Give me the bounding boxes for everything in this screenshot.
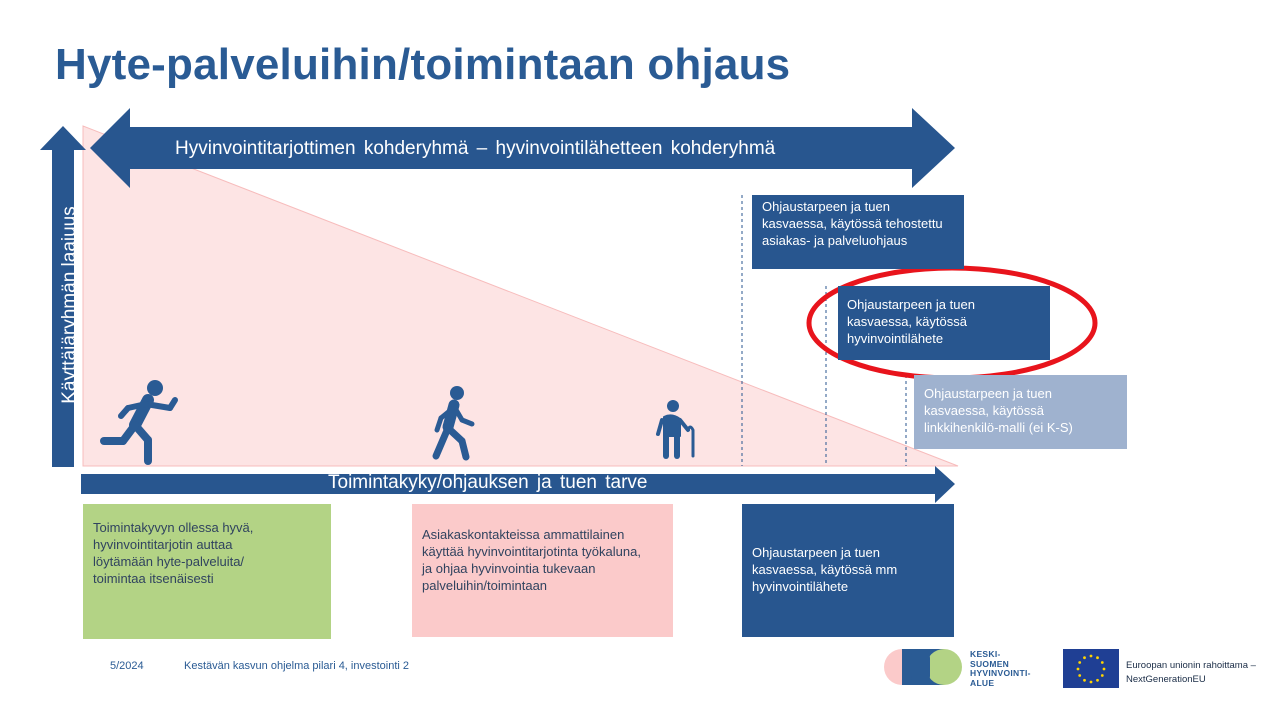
eu-flag-icon: [1063, 649, 1119, 688]
page-title: Hyte-palveluihin/toimintaan ohjaus: [55, 40, 791, 89]
bottom-arrow-label: Toimintakyky/ohjauksen ja tuen tarve: [328, 472, 648, 493]
eu-funding-text: [1126, 659, 1256, 687]
panel-green-text: Toimintakyvyn ollessa hyvä, hyvinvointitarjotin auttaa löytämään hyte-palveluita/ toimintaa itsenäisesti: [93, 520, 254, 586]
top-arrow-label: Hyvinvointitarjottimen kohderyhmä – hyvinvointilähetteen kohderyhmä: [175, 138, 776, 159]
panel-blue-text: Ohjaustarpeen ja tuen kasvaessa, käytössä mm hyvinvointilähete: [752, 545, 898, 594]
footer-date: 5/2024: [110, 660, 144, 672]
org-line-1: KESKI-: [970, 649, 1001, 659]
org-line-3: HYVINVOINTI-: [970, 668, 1031, 678]
panel-ammattilainen: [412, 504, 673, 637]
box-tehostettu-ohjaus: Ohjaustarpeen ja tuen kasvaessa, käytössä tehostettu asiakas- ja palveluohjaus: [752, 195, 964, 269]
org-line-2: SUOMEN: [970, 658, 1010, 669]
vertical-arrow-label: Käyttäjäryhmän laajuus: [59, 206, 80, 404]
org-logo-icon: [884, 649, 962, 685]
box-hyvinvointilahete: Ohjaustarpeen ja tuen kasvaessa, käytössä hyvinvointilähete: [838, 286, 1050, 360]
box-linkkihenkilo-malli: Ohjaustarpeen ja tuen kasvaessa, käytössä linkkihenkilö-malli (ei K-S): [914, 375, 1127, 449]
panel-hyvinvointitarjotin: [83, 504, 331, 639]
eu-line-2: NextGenerationEU: [1126, 674, 1206, 685]
org-line-4: ALUE: [970, 677, 995, 688]
panel-hyvinvointilahete: [742, 504, 954, 637]
org-logo-text: [970, 650, 1031, 688]
eu-line-1: Euroopan unionin rahoittama –: [1126, 660, 1256, 671]
panel-pink-text: Asiakaskontakteissa ammattilainen käyttää hyvinvointitarjotinta työkaluna, ja ohjaa hyvinvointia tukevaan palveluihin/toimintaan: [422, 527, 641, 593]
footer-program: Kestävän kasvun ohjelma pilari 4, investointi 2: [184, 660, 410, 672]
